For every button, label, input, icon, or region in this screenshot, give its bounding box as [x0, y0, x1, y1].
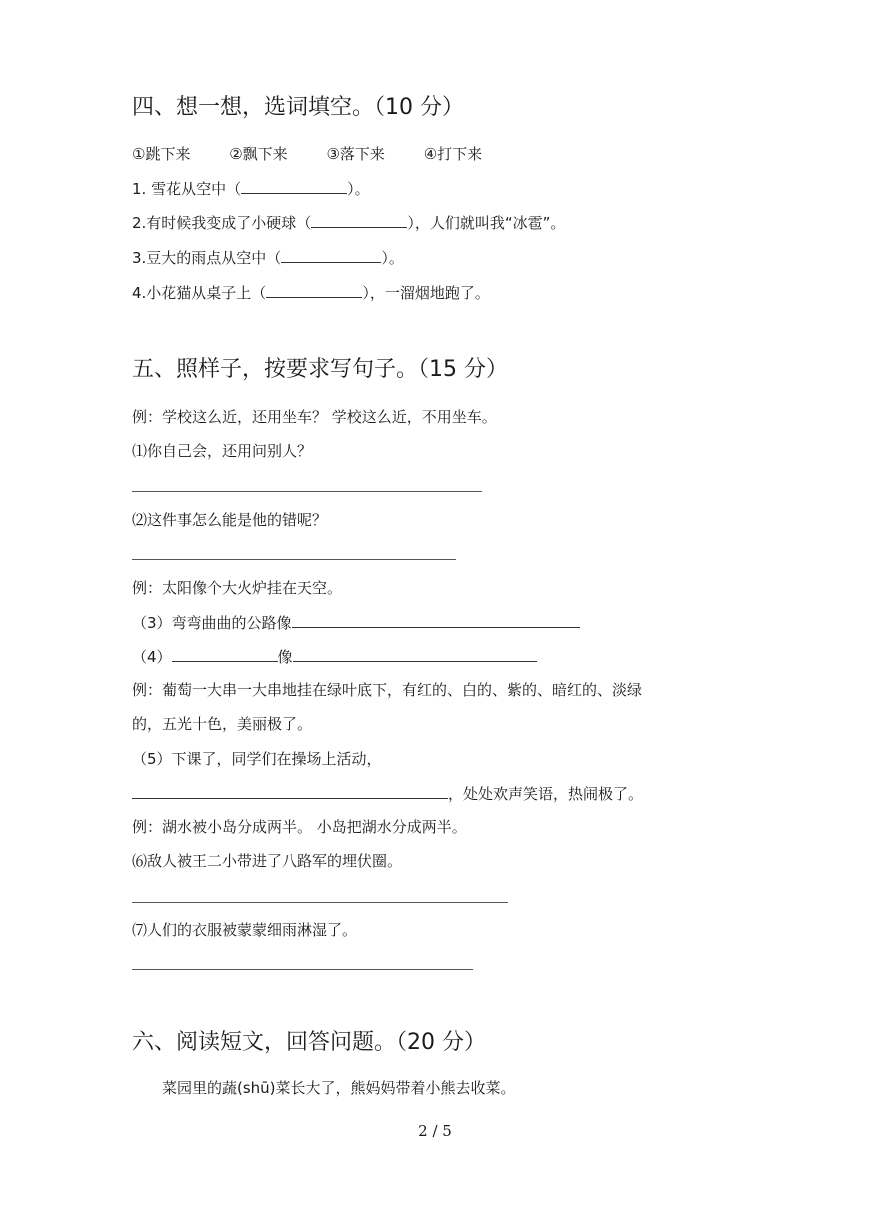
question-5-7: ⑺人们的衣服被蒙蒙细雨淋湿了。	[132, 921, 358, 939]
question-5-1: ⑴你自己会，还用问别人？	[132, 442, 313, 460]
answer-blank[interactable]	[172, 646, 278, 662]
example-1: 例：学校这么近，还用坐车？ 学校这么近，不用坐车。	[132, 408, 497, 426]
answer-line-5-7[interactable]	[132, 969, 473, 970]
section6-title: 六、阅读短文，回答问题。（20 分）	[132, 1030, 486, 1055]
answer-blank[interactable]	[266, 282, 362, 298]
answer-blank[interactable]	[281, 247, 381, 263]
answer-blank[interactable]	[241, 178, 347, 194]
answer-blank[interactable]	[311, 212, 407, 228]
option-1: ①跳下来	[132, 145, 191, 163]
example-4: 例：湖水被小岛分成两半。 小岛把湖水分成两半。	[132, 818, 467, 836]
example-3-line2: 的，五光十色，美丽极了。	[132, 715, 313, 733]
option-2: ②飘下来	[229, 145, 288, 163]
answer-blank[interactable]	[132, 783, 448, 799]
section5-title: 五、照样子，按要求写句子。（15 分）	[132, 357, 508, 382]
section4-title: 四、想一想，选词填空。（10 分）	[132, 95, 464, 120]
answer-line-5-2[interactable]	[132, 559, 456, 560]
answer-line-5-1[interactable]	[132, 491, 482, 492]
question-4-1: 1. 雪花从空中（ ）。	[132, 180, 370, 198]
question-5-2: ⑵这件事怎么能是他的错呢？	[132, 511, 328, 529]
question-4-2: 2.有时候我变成了小硬球（ ），人们就叫我“冰雹”。	[132, 214, 566, 232]
word-options	[132, 144, 516, 164]
answer-blank[interactable]	[292, 612, 580, 628]
question-4-3: 3.豆大的雨点从空中（ ）。	[132, 249, 404, 267]
answer-line-5-6[interactable]	[132, 902, 508, 903]
option-4: ④打下来	[423, 145, 483, 163]
question-5-4: （4） 像	[132, 646, 537, 667]
question-5-3: （3）弯弯曲曲的公路像	[132, 612, 580, 633]
question-5-5: （5）下课了，同学们在操场上活动，	[132, 750, 382, 768]
question-5-5-continued: ，处处欢声笑语，热闹极了。	[132, 783, 643, 804]
question-4-4: 4.小花猫从桌子上（ ），一溜烟地跑了。	[132, 284, 490, 302]
answer-blank[interactable]	[293, 646, 537, 662]
page-number: 2 / 5	[418, 1122, 452, 1140]
example-3-line1: 例：葡萄一大串一大串地挂在绿叶底下，有红的、白的、紫的、暗红的、淡绿	[132, 681, 643, 699]
example-2: 例：太阳像个大火炉挂在天空。	[132, 579, 343, 597]
option-3: ③落下来	[326, 145, 385, 163]
reading-paragraph-1: 菜园里的蔬(shū)菜长大了，熊妈妈带着小熊去收菜。	[162, 1079, 516, 1097]
question-5-6: ⑹敌人被王二小带进了八路军的埋伏圈。	[132, 852, 403, 870]
